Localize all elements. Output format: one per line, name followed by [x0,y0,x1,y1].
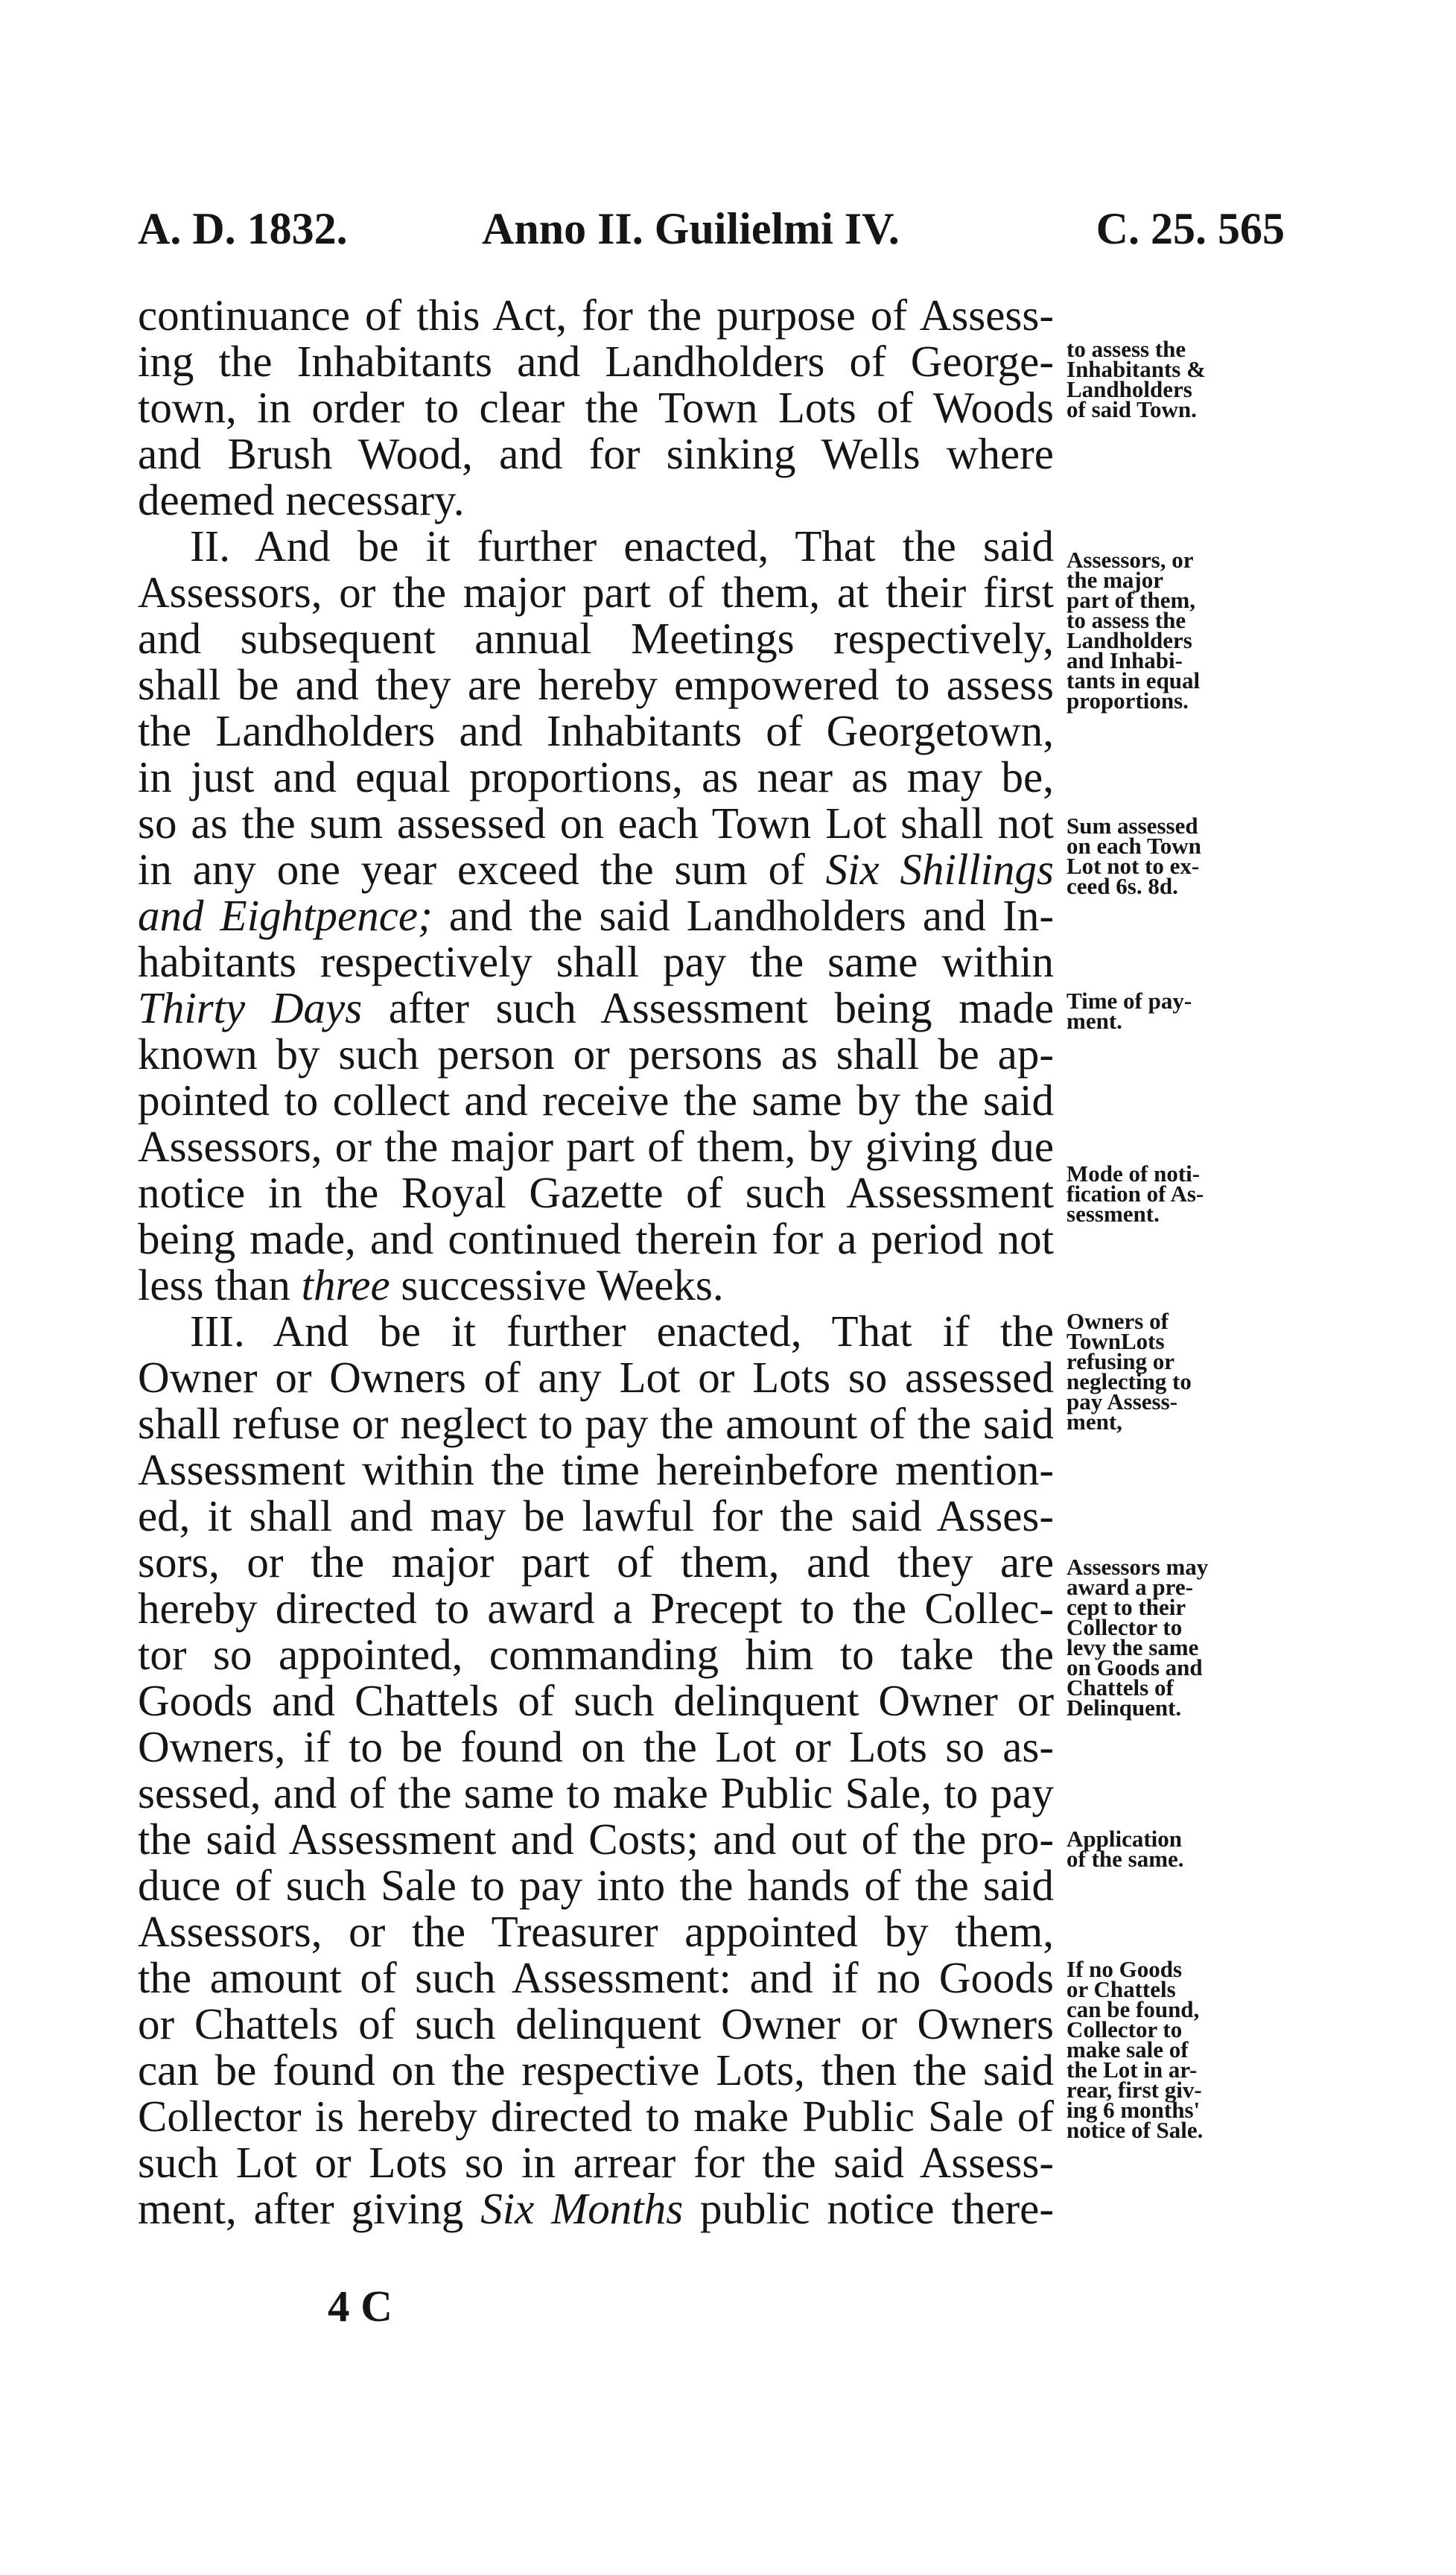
text-line: so as the sum assessed on each Town Lot shall not [138,798,1054,848]
text-line: hereby directed to award a Precept to the Collec- [138,1584,1054,1633]
text-line: such Lot or Lots so in arrear for the said Assess- [138,2138,1054,2187]
margin-note-application [1066,1826,1296,1872]
note-line: Time of pay- [1066,988,1192,1014]
text-line: Owners, if to be found on the Lot or Lots so as- [138,1722,1054,1771]
text-line: Assessors, or the major part of them, at their first [138,568,1054,617]
note-line: the major [1066,567,1163,593]
text-run: public notice there- [700,2184,1054,2233]
text-run: less than [138,1260,290,1309]
text-run: and the said Landholders and In- [448,891,1055,940]
italic-term: Six Months [480,2184,684,2233]
text-line [138,846,1054,892]
italic-amount: and Eightpence; [138,891,433,940]
text-line: Goods and Chattels of such delinquent Owner or [138,1676,1054,1725]
note-line: ing 6 months' [1066,2097,1201,2123]
text-line: can be found on the respective Lots, then the said [138,2045,1054,2095]
text-line: shall be and they are hereby empowered to assess [138,660,1054,709]
text-line: the Landholders and Inhabitants of Georgetown, [138,706,1054,755]
note-line: Collector to [1066,2016,1183,2042]
note-line: ment. [1066,1008,1122,1034]
note-line: Inhabitants & [1066,356,1206,382]
note-line: notice of Sale. [1066,2117,1204,2143]
text-line: known by such person or persons as shall be ap- [138,1029,1054,1079]
note-line: Sum assessed [1066,813,1198,839]
signature-mark: 4 C [328,2282,392,2331]
note-line: can be found, [1066,1996,1200,2022]
note-line: to assess the [1066,607,1186,633]
note-line: Assessors may [1066,1554,1209,1580]
note-line: Lot not to ex- [1066,853,1200,879]
section-ii-start: II. And be it further enacted, That the said [190,521,1054,571]
margin-note-assess-inhabitants [1066,336,1296,422]
text-line: tor so appointed, commanding him to take the [138,1630,1054,1679]
note-line: Owners of [1066,1308,1169,1334]
text-line: or Chattels of such delinquent Owner or Owners [138,1999,1054,2048]
note-line: proportions. [1066,688,1189,714]
italic-term: three [301,1260,390,1309]
running-head [138,195,1285,262]
note-line: cept to their [1066,1594,1186,1620]
note-line: make sale of [1066,2036,1189,2063]
note-line: Assessors, or [1066,547,1194,573]
note-line: to assess the [1066,336,1186,362]
text-line: sessed, and of the same to make Public Sale, to pay [138,1768,1054,1817]
note-line: levy the same [1066,1634,1199,1660]
margin-note-sale-of-lot [1066,1956,1296,2143]
note-line: Collector to [1066,1614,1183,1640]
text-line: habitants respectively shall pay the same within [138,937,1054,986]
note-line: pay Assess- [1066,1388,1178,1414]
note-line: on each Town [1066,833,1201,859]
note-line: rear, first giv- [1066,2077,1202,2103]
note-line: Chattels of [1066,1674,1174,1701]
note-line: ment, [1066,1409,1122,1435]
text-run: ment, after giving [138,2184,464,2233]
note-line: If no Goods [1066,1956,1183,1982]
text-line: the amount of such Assessment: and if no Goods [138,1953,1054,2002]
note-line: or Chattels [1066,1976,1176,2002]
note-line: sessment. [1066,1201,1160,1227]
text-line [138,985,1054,1031]
note-line: Landholders [1066,627,1192,653]
text-line: town, in order to clear the Town Lots of Woods [138,383,1054,432]
text-run: after such Assessment being made [388,983,1055,1032]
note-line: of said Town. [1066,396,1197,422]
text-line [138,1262,1054,1308]
note-line: Application [1066,1826,1183,1852]
text-line: notice in the Royal Gazette of such Assessment [138,1168,1054,1217]
note-line: and Inhabi- [1066,647,1183,673]
margin-note-notification [1066,1161,1296,1227]
note-line: Landholders [1066,376,1192,402]
note-line: of the same. [1066,1846,1184,1872]
margin-note-owners-refusing [1066,1308,1296,1435]
text-line: the said Assessment and Costs; and out of the pro- [138,1814,1054,1864]
header-year: A. D. 1832. [138,204,348,253]
text-line: in just and equal proportions, as near as may be, [138,752,1054,801]
note-line: TownLots [1066,1328,1165,1354]
header-regnal-year: Anno II. Guilielmi IV. [482,204,900,253]
note-line: Delinquent. [1066,1695,1182,1721]
text-line: Owner or Owners of any Lot or Lots so assessed [138,1353,1054,1402]
text-line: sors, or the major part of them, and they are [138,1537,1054,1587]
note-line: refusing or [1066,1348,1174,1374]
margin-note-sum-limit [1066,813,1296,899]
section-iii-start: III. And be it further enacted, That if the [190,1306,1054,1356]
note-line: the Lot in ar- [1066,2057,1198,2083]
note-line: Mode of noti- [1066,1161,1201,1187]
margin-note-time-of-payment [1066,988,1296,1034]
text-line: pointed to collect and receive the same by the said [138,1076,1054,1125]
note-line: ceed 6s. 8d. [1066,873,1178,899]
text-line: ing the Inhabitants and Landholders of George- [138,337,1054,386]
text-line: Assessors, or the Treasurer appointed by them, [138,1907,1054,1956]
italic-amount: Six Shillings [825,845,1055,894]
text-line: deemed necessary. [138,475,465,524]
note-line: award a pre- [1066,1574,1193,1600]
note-line: part of them, [1066,587,1196,613]
margin-note-precept [1066,1554,1296,1721]
text-line: and Brush Wood, and for sinking Wells where [138,429,1054,478]
italic-term: Thirty Days [138,983,363,1032]
body-text [138,292,1054,2232]
text-line: Collector is hereby directed to make Public Sale of [138,2092,1054,2141]
text-line: shall refuse or neglect to pay the amount of the said [138,1399,1054,1448]
text-line: ed, it shall and may be lawful for the said Asses- [138,1491,1054,1540]
text-line: duce of such Sale to pay into the hands of the said [138,1861,1054,1910]
text-line: being made, and continued therein for a period not [138,1214,1054,1263]
text-line: and subsequent annual Meetings respectively, [138,614,1054,663]
text-line: continuance of this Act, for the purpose of Assess- [138,290,1054,340]
text-line: Assessors, or the major part of them, by giving due [138,1122,1054,1171]
note-line: tants in equal [1066,667,1201,693]
text-run: successive Weeks. [401,1260,724,1309]
text-line [138,892,1054,939]
header-chapter-page: C. 25. 565 [1096,204,1285,253]
note-line: on Goods and [1066,1654,1203,1680]
text-line: Assessment within the time hereinbefore mention- [138,1445,1054,1494]
note-line: fication of As- [1066,1181,1204,1207]
margin-note-assessors-powers [1066,547,1296,714]
text-run: in any one year exceed the sum of [138,845,805,894]
note-line: neglecting to [1066,1368,1192,1394]
text-line [138,2185,1054,2232]
